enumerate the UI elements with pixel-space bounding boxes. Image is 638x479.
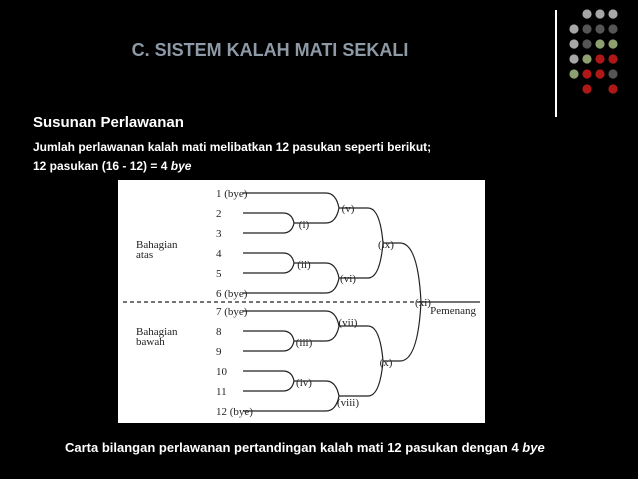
decorative-dot [582, 24, 591, 33]
decorative-dot [608, 84, 617, 93]
section-subtitle: Susunan Perlawanan [33, 114, 184, 131]
decorative-dot [582, 9, 591, 18]
team-label: 1 (bye) [216, 188, 248, 200]
section-bottom-label: bawah [136, 336, 165, 348]
bracket-curve [283, 253, 294, 273]
match-label-xi: (xi) [415, 297, 431, 309]
team-label: 9 [216, 346, 222, 358]
decorative-dot [569, 24, 578, 33]
match-label-x: (x) [379, 357, 393, 369]
team-label: 8 [216, 326, 222, 338]
description-line-2 [33, 159, 191, 173]
match-label-iii: (iii) [295, 337, 313, 349]
bracket-curve [283, 331, 294, 351]
match-label-ix: (ix) [378, 239, 394, 251]
description-line-1: Jumlah perlawanan kalah mati melibatkan 12 pasukan seperti berikut; [33, 140, 432, 154]
bracket-curve [326, 263, 339, 293]
team-label: 4 [216, 248, 222, 260]
team-label: 5 [216, 268, 222, 280]
decorative-dot [569, 69, 578, 78]
section-top-label: atas [136, 249, 154, 261]
match-label-viii: (viii) [337, 397, 359, 409]
decorative-dot [569, 54, 578, 63]
caption-italic: bye [522, 440, 545, 455]
section-bottom-label: Bahagian [136, 326, 178, 338]
bracket-svg [118, 180, 485, 423]
section-top-label: Bahagian [136, 239, 178, 251]
match-label-v: (v) [341, 203, 355, 215]
team-label: 7 (bye) [216, 306, 248, 318]
team-label: 12 (bye) [216, 406, 253, 418]
bracket-curve [326, 193, 339, 223]
decorative-dot [569, 39, 578, 48]
decorative-dot [595, 54, 604, 63]
bracket-curve [283, 371, 294, 391]
decorative-dot-grid [566, 8, 636, 108]
decorative-dot [595, 69, 604, 78]
team-label: 11 [216, 386, 227, 398]
slide-title: C. SISTEM KALAH MATI SEKALI [131, 40, 409, 60]
match-label-vii: (vii) [338, 317, 358, 329]
bracket-curve [283, 213, 294, 233]
line2-italic: bye [170, 159, 192, 173]
decorative-dot [582, 69, 591, 78]
caption-text: Carta bilangan perlawanan pertandingan kalah mati 12 pasukan dengan 4 [65, 440, 523, 455]
decorative-dot [608, 69, 617, 78]
divider-line [555, 10, 557, 117]
decorative-dot [595, 39, 604, 48]
decorative-dot [582, 84, 591, 93]
decorative-dot [582, 39, 591, 48]
decorative-dot [582, 54, 591, 63]
decorative-dot [608, 9, 617, 18]
team-label: 10 [216, 366, 227, 378]
team-label: 2 [216, 208, 222, 220]
match-label-i: (i) [298, 219, 310, 231]
bracket-curve [326, 311, 339, 341]
winner-label: Pemenang [430, 305, 476, 317]
match-label-ii: (ii) [297, 259, 311, 271]
bracket-diagram [118, 180, 485, 423]
team-label: 6 (bye) [216, 288, 248, 300]
diagram-caption [65, 440, 545, 455]
decorative-dot [595, 24, 604, 33]
match-label-iv: (iv) [296, 377, 312, 389]
decorative-dot [608, 39, 617, 48]
match-label-vi: (vi) [340, 273, 356, 285]
decorative-dot [595, 9, 604, 18]
team-label: 3 [216, 228, 222, 240]
decorative-dot [608, 24, 617, 33]
line2-text: 12 pasukan (16 - 12) = 4 [33, 159, 171, 173]
decorative-dot [608, 54, 617, 63]
